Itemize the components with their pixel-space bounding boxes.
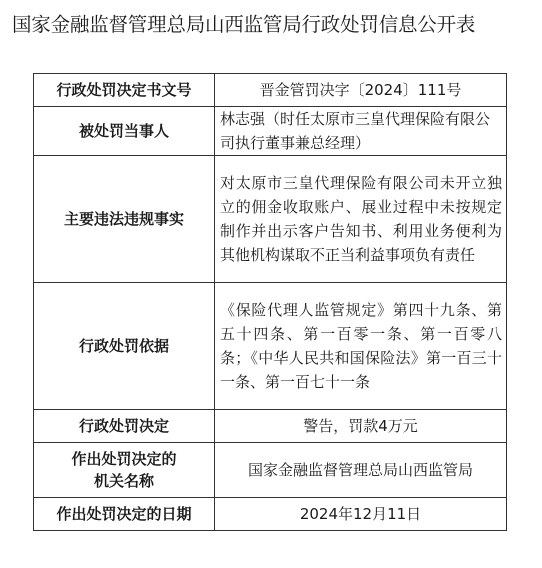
table-row-violation-facts xyxy=(34,156,507,283)
table-row-penalized-party xyxy=(34,107,507,156)
label-issuing-authority-line-1: 作出处罚决定的 xyxy=(71,450,177,468)
label-issuing-authority-line-2: 机关名称 xyxy=(93,472,154,490)
label-penalty-decision: 行政处罚决定 xyxy=(34,410,215,443)
label-violation-facts: 主要违法违规事实 xyxy=(34,156,215,283)
value-decision-number: 晋金管罚决字〔2024〕111号 xyxy=(215,74,507,107)
table-row-penalty-decision xyxy=(34,410,507,443)
label-decision-date: 作出处罚决定的日期 xyxy=(34,498,215,531)
label-penalized-party: 被处罚当事人 xyxy=(34,107,215,156)
table-row-issuing-authority xyxy=(34,443,507,498)
value-decision-date: 2024年12月11日 xyxy=(215,498,507,531)
label-issuing-authority xyxy=(34,443,215,498)
label-legal-basis: 行政处罚依据 xyxy=(34,283,215,410)
value-violation-facts: 对太原市三皇代理保险有限公司未开立独立的佣金收取账户、展业过程中未按规定制作并出示客户告知书、利用业务便利为其他机构谋取不正当利益事项负有责任 xyxy=(215,156,507,283)
value-penalty-decision: 警告，罚款4万元 xyxy=(215,410,507,443)
value-issuing-authority: 国家金融监督管理总局山西监管局 xyxy=(215,443,507,498)
value-penalized-party: 林志强（时任太原市三皇代理保险有限公司执行董事兼总经理） xyxy=(215,107,507,156)
page-title: 国家金融监督管理总局山西监管局行政处罚信息公开表 xyxy=(12,13,476,36)
label-decision-number: 行政处罚决定书文号 xyxy=(34,74,215,107)
value-legal-basis: 《保险代理人监管规定》第四十九条、第五十四条、第一百零一条、第一百零八条；《中华人民共和国保险法》第一百三十一条、第一百七十一条 xyxy=(215,283,507,410)
table-row-legal-basis xyxy=(34,283,507,410)
table-row-decision-date xyxy=(34,498,507,531)
table-row-decision-number xyxy=(34,74,507,107)
penalty-info-table xyxy=(33,73,507,531)
